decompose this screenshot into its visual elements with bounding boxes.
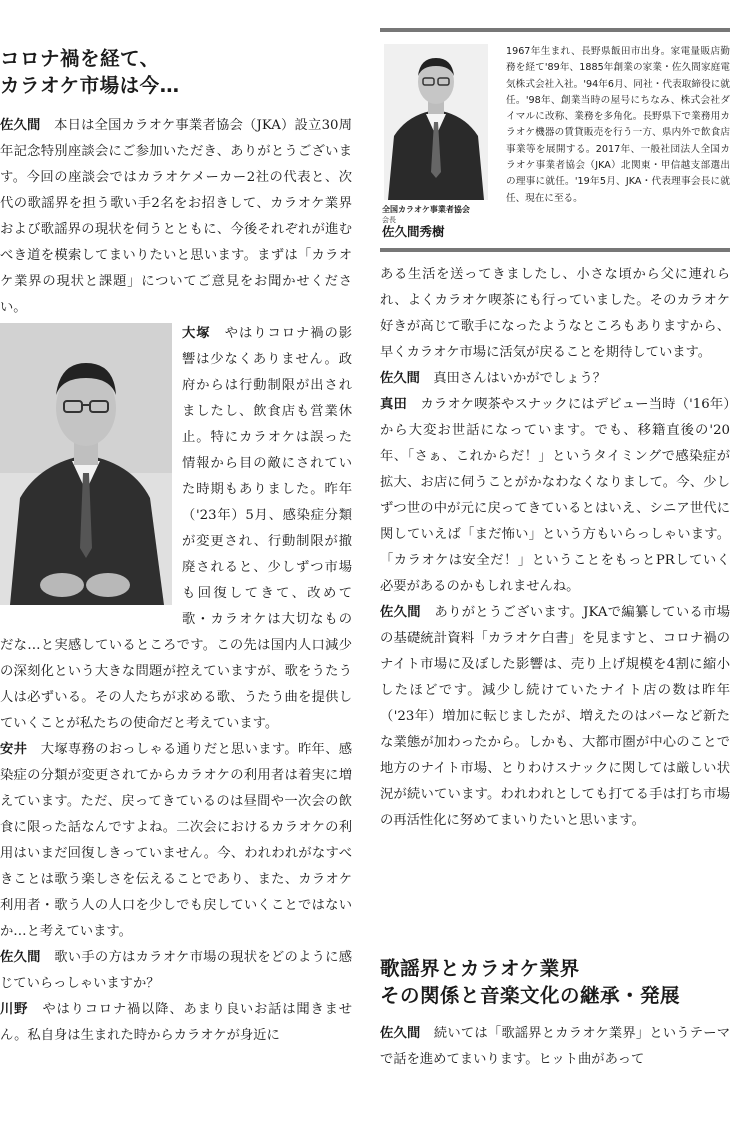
- paragraph-kawano: [0, 997, 352, 1049]
- paragraph-sakuma-4: [380, 600, 730, 834]
- heading-line-2: その関係と音楽文化の継承・発展: [380, 984, 681, 1007]
- section-heading-2: [380, 955, 730, 1009]
- profile-divider-bottom: [380, 248, 730, 252]
- paragraph-sakuma-2: [0, 945, 352, 997]
- paragraph-sanada: [380, 392, 730, 600]
- speaker-label: 佐久間: [380, 371, 420, 386]
- profile-role: 会長: [382, 216, 396, 224]
- person-photo-icon: [0, 323, 172, 605]
- heading-line-2: カラオケ市場は今…: [0, 74, 180, 97]
- left-column: [0, 45, 352, 1049]
- profile-photo: [384, 44, 488, 200]
- paragraph-sakuma-1: [0, 113, 352, 321]
- speaker-label: 佐久間: [380, 605, 421, 620]
- paragraph-sakuma-5: [380, 1021, 730, 1073]
- paragraph-text: 真田さんはいかがでしょう？: [433, 371, 607, 386]
- profile-name: 佐久間秀樹: [382, 224, 445, 239]
- paragraph-yasui: [0, 737, 352, 945]
- paragraph-text: 歌い手の方はカラオケ市場の現状をどのように感じていらっしゃいますか？: [0, 950, 353, 991]
- profile-organization: 全国カラオケ事業者協会: [382, 205, 470, 214]
- paragraph-sakuma-3: [380, 366, 730, 392]
- speaker-label: 大塚: [182, 326, 211, 341]
- paragraph-kawano-cont: [380, 262, 730, 366]
- speaker-label: 佐久間: [380, 1026, 421, 1041]
- profile-bio: 1967年生まれ、長野県飯田市出身。家電量販店勤務を経て'89年、1885年創業の家業・佐久間家庭電気株式会社入社。'94年6月、同社・代表取締役に就任。'98年、創業当時の屋号にちなみ、株式会社ダイマルに改称、業務を多角化。長野県下で業務用カラオケ機器の賃貸販売を行う一方、県内外で飲食店事業等を展開する。2017年、一般社団法人全国カラオケ事業者協会（JKA）北関東・甲信越支部選出の理事に就任。'19年5月、JKA・代表理事会長に就任、現在に至る。: [506, 46, 730, 204]
- speaker-label: 佐久間: [0, 118, 41, 133]
- speaker-label: 安井: [0, 742, 28, 757]
- paragraph-text: やはりコロナ禍以降、あまり良いお話は聞きません。私自身は生まれた時からカラオケが身近に: [0, 1002, 353, 1043]
- heading-line-1: 歌謡界とカラオケ業界: [380, 957, 580, 980]
- right-body-2: [380, 1021, 730, 1073]
- paragraph-text: 続いては「歌謡界とカラオケ業界」というテーマで話を進めてまいります。ヒット曲があって: [380, 1026, 730, 1067]
- right-body: [380, 262, 730, 834]
- paragraph-text: ある生活を送ってきましたし、小さな頃から父に連れられ、よくカラオケ喫茶にも行っていました。そのカラオケ好きが高じて歌手になったようなところもありますから、早くカラオケ市場に活気が戻ることを期待しています。: [380, 267, 730, 360]
- photo-otsuka: [0, 323, 172, 605]
- paragraph-text: ありがとうございます。JKAで編纂している市場の基礎統計資料「カラオケ白書」を見ますと、コロナ禍のナイト市場に及ぼした影響は、売り上げ規模を4割に縮小したほどです。減少し続けていたナイト店の数は昨年（'23年）増加に転じましたが、増えたのはバーなど新たな業態が加わったから。しかも、大都市圏が中心のことで地方のナイト市場、とりわけスナックに関しては厳しい状況が続いています。われわれとしても打てる手は打ち市場の再活性化に努めてまいりたいと思います。: [380, 605, 730, 828]
- speaker-label: 真田: [380, 397, 407, 412]
- paragraph-text: やはりコロナ禍の影響は少なくありません。政府からは行動制限が出されましたし、飲食店も営業休止。特にカラオケは誤った情報から目の敵にされていた時期もありました。昨年（'23年）5月、感染症分類が変更され、行動制限が撤廃されると、少しずつ市場も回復してきて、改めて歌・カラオケは大切なものだな…と実感しているところです。この先は国内人口減少の深刻化という大きな問題が控えていますが、歌をうたう人は必ずいる。その人たちが求める歌、うたう曲を提供していくことが私たちの使命だと考えています。: [0, 326, 353, 731]
- speaker-label: 川野: [0, 1002, 29, 1017]
- section-heading-1: [0, 45, 352, 99]
- speaker-label: 佐久間: [0, 950, 41, 965]
- person-photo-icon: [384, 44, 488, 200]
- paragraph-text: カラオケ喫茶やスナックにはデビュー当時（'16年）から大変お世話になっています。でも、移籍直後の'20年、「さぁ、これからだ！」というタイミングで感染症が拡大、お店に伺うことがかなわなくなりまして。今、少しずつ世の中が元に戻ってきているとはいえ、シニア世代に関していえば「まだ怖い」という方もいらっしゃいます。「カラオケは安全だ！」ということをもっとPRしていく必要があるのかもしれませんね。: [380, 397, 730, 594]
- paragraph-text: 本日は全国カラオケ事業者協会（JKA）設立30周年記念特別座談会にご参加いただき、ありがとうございます。今回の座談会ではカラオケメーカー2社の代表と、次代の歌謡界を担う歌い手2名をお招きして、カラオケ業界および歌謡界の現状を伺うとともに、今後それぞれが進むべき道を模索してまいりたいと思います。まずは「カラオケ業界の現状と課題」についてご意見をお聞かせください。: [0, 118, 353, 315]
- heading-line-1: コロナ禍を経て、: [0, 47, 160, 70]
- profile-divider-top: [380, 28, 730, 32]
- paragraph-text: 大塚専務のおっしゃる通りだと思います。昨年、感染症の分類が変更されてからカラオケの利用者は着実に増えています。ただ、戻ってきているのは昼間や一次会の飲食に限った話なんですよね。二次会におけるカラオケの利用はいまだ回復しきっていません。今、われわれがなすべきことは歌う楽しさを伝えることであり、また、カラオケ利用者・歌う人の人口を少しでも戻していくことではないか…と考えています。: [0, 742, 353, 939]
